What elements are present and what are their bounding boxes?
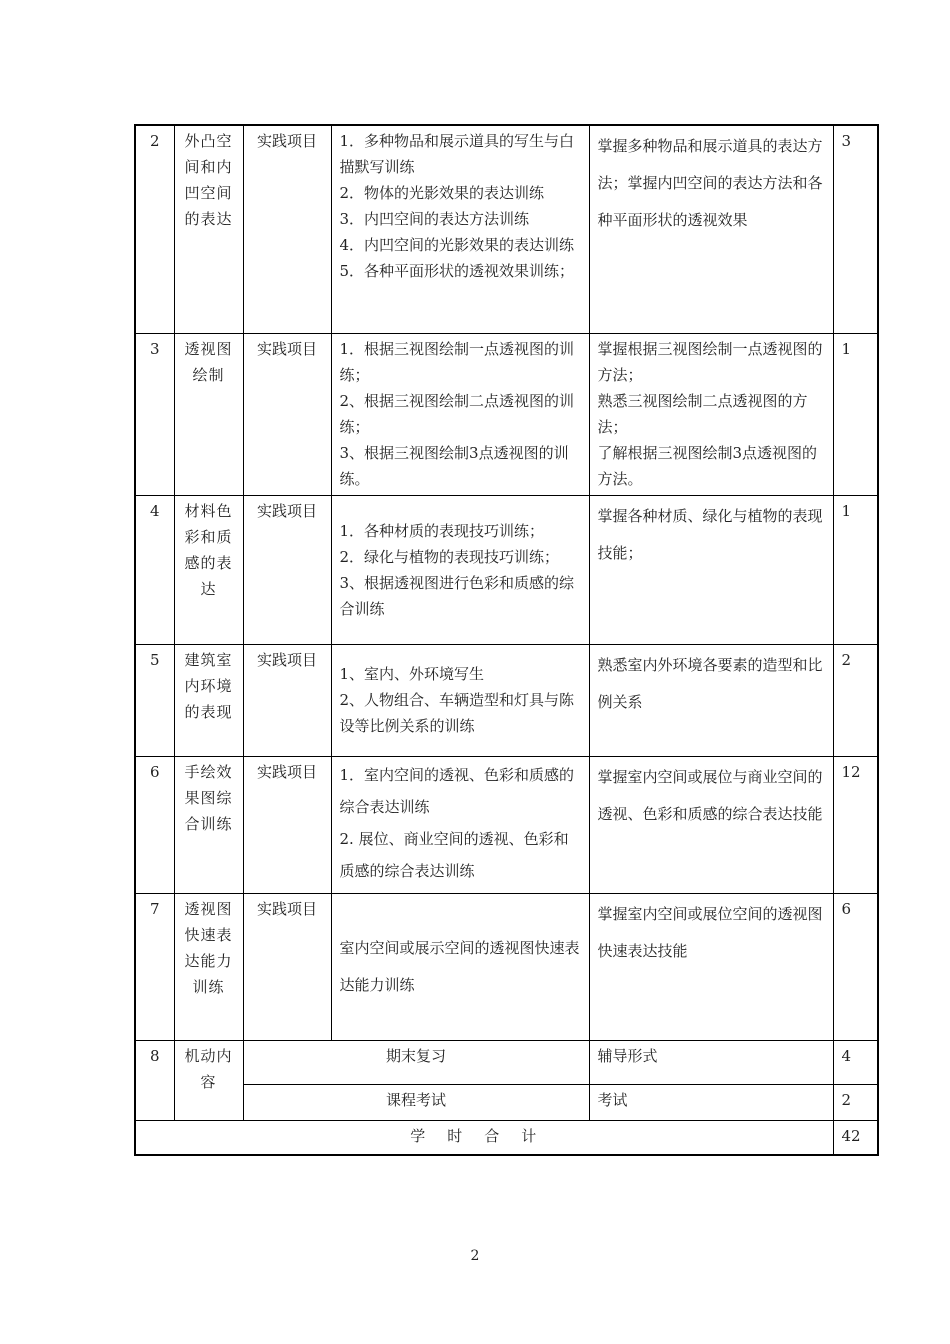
content-line: 3．内凹空间的表达方法训练 <box>339 210 530 228</box>
table-row <box>135 893 878 1040</box>
table-row <box>135 1040 878 1084</box>
row-topic: 透视图绘制 <box>174 333 243 495</box>
content-line: 2．物体的光影效果的表达训练 <box>339 184 545 202</box>
table-row <box>135 495 878 644</box>
total-label: 学时合计 <box>135 1120 833 1155</box>
row-number: 3 <box>135 333 174 495</box>
content-line: 5．各种平面形状的透视效果训练； <box>339 262 575 280</box>
row-topic: 手绘效果图综合训练 <box>174 756 243 893</box>
page-number: 2 <box>470 1248 480 1264</box>
goal-line: 掌握室内空间或展位空间的透视图快速表达技能 <box>597 904 823 960</box>
course-schedule-table <box>134 124 879 1156</box>
row-number: 5 <box>135 644 174 756</box>
row-goal <box>589 333 833 495</box>
row-topic: 透视图快速表达能力训练 <box>174 893 243 1040</box>
row-type: 实践项目 <box>243 333 331 495</box>
row-goal <box>589 495 833 644</box>
content-line: 2、人物组合、车辆造型和灯具与陈设等比例关系的训练 <box>339 691 575 735</box>
row-number: 6 <box>135 756 174 893</box>
row-number: 7 <box>135 893 174 1040</box>
goal-line: 掌握根据三视图绘制一点透视图的方法； <box>597 339 823 384</box>
goal-line: 掌握多种物品和展示道具的表达方法；掌握内凹空间的表达方法和各种平面形状的透视效果 <box>597 137 823 229</box>
row-content <box>331 644 589 756</box>
content-line: 2．绿化与植物的表现技巧训练； <box>339 547 560 566</box>
total-row <box>135 1120 878 1155</box>
row-topic: 外凸空间和内凹空间的表达 <box>174 125 243 333</box>
row-topic: 机动内容 <box>174 1040 243 1120</box>
content-line: 1．多种物品和展示道具的写生与白描默写训练 <box>339 132 575 176</box>
row-hours: 1 <box>833 333 878 495</box>
row-content <box>331 333 589 495</box>
table-row <box>135 756 878 893</box>
content-line: 1．室内空间的透视、色彩和质感的综合表达训练 <box>339 765 575 816</box>
row-hours: 1 <box>833 495 878 644</box>
row-goal <box>589 893 833 1040</box>
row-type: 实践项目 <box>243 756 331 893</box>
row-type: 实践项目 <box>243 495 331 644</box>
row-goal: 辅导形式 <box>589 1040 833 1084</box>
row-type: 实践项目 <box>243 644 331 756</box>
goal-line: 熟悉室内外环境各要素的造型和比例关系 <box>597 655 823 711</box>
table-row <box>135 1084 878 1120</box>
total-hours: 42 <box>833 1120 878 1155</box>
content-line: 3、根据三视图绘制3点透视图的训练。 <box>339 443 569 488</box>
row-topic: 建筑室内环境的表现 <box>174 644 243 756</box>
content-line: 3、根据透视图进行色彩和质感的综合训练 <box>339 573 575 618</box>
row-type: 实践项目 <box>243 893 331 1040</box>
row-content <box>331 893 589 1040</box>
row-hours: 6 <box>833 893 878 1040</box>
row-number: 8 <box>135 1040 174 1120</box>
row-goal <box>589 125 833 333</box>
content-line: 2. 展位、商业空间的透视、色彩和质感的综合表达训练 <box>339 829 569 880</box>
content-line: 1、室内、外环境写生 <box>339 665 485 683</box>
row-hours: 12 <box>833 756 878 893</box>
content-line: 1．各种材质的表现技巧训练； <box>339 521 545 540</box>
row-hours: 2 <box>833 1084 878 1120</box>
content-line: 2、根据三视图绘制二点透视图的训练； <box>339 391 575 436</box>
content-line: 室内空间或展示空间的透视图快速表达能力训练 <box>339 938 580 994</box>
row-hours: 4 <box>833 1040 878 1084</box>
row-topic: 材料色彩和质感的表达 <box>174 495 243 644</box>
row-content: 课程考试 <box>243 1084 589 1120</box>
row-type: 实践项目 <box>243 125 331 333</box>
row-goal <box>589 756 833 893</box>
row-hours: 3 <box>833 125 878 333</box>
row-hours: 2 <box>833 644 878 756</box>
row-content <box>331 756 589 893</box>
goal-line: 了解根据三视图绘制3点透视图的方法。 <box>597 443 818 488</box>
row-number: 2 <box>135 125 174 333</box>
row-goal: 考试 <box>589 1084 833 1120</box>
content-line: 4．内凹空间的光影效果的表达训练 <box>339 236 575 254</box>
row-content <box>331 495 589 644</box>
table-row <box>135 644 878 756</box>
content-line: 1．根据三视图绘制一点透视图的训练； <box>339 339 575 384</box>
table-row <box>135 125 878 333</box>
row-content <box>331 125 589 333</box>
row-content: 期末复习 <box>243 1040 589 1084</box>
goal-line: 熟悉三视图绘制二点透视图的方法； <box>597 391 808 436</box>
row-goal <box>589 644 833 756</box>
goal-line: 掌握室内空间或展位与商业空间的透视、色彩和质感的综合表达技能 <box>597 767 823 823</box>
goal-line: 掌握各种材质、绿化与植物的表现技能； <box>597 506 823 562</box>
row-number: 4 <box>135 495 174 644</box>
table-row <box>135 333 878 495</box>
